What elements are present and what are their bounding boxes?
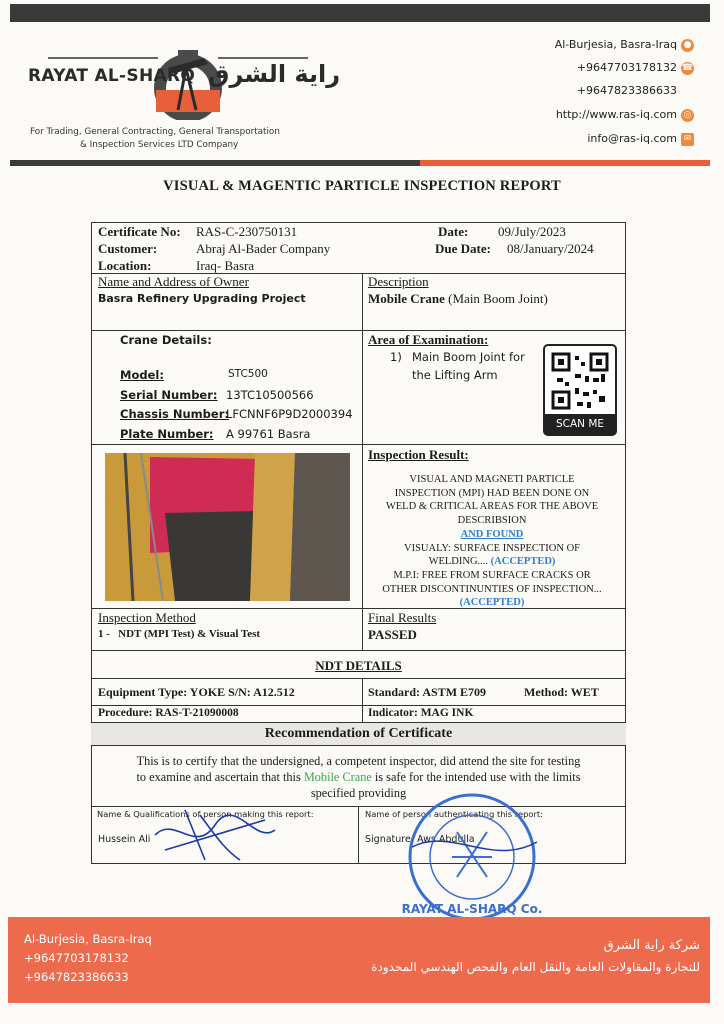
crane-chassis-number: LFCNNF6P9D2000394 [226, 407, 353, 421]
recommendation-text: This is to certify that the undersigned, a competent inspector, did attend the site for testing to examine and ascertain that this Mobile Crane is safe for the intended use with the limits specified providing [136, 754, 581, 800]
accepted-status: (ACCEPTED) [459, 597, 525, 609]
qr-code[interactable] [543, 344, 617, 436]
mobile-crane-highlight: Mobile Crane [303, 770, 372, 784]
inspection-result-text: VISUAL AND MAGNETI PARTICLE INSPECTION (MPI) HAD BEEN DONE ON WELD & CRITICAL AREAS FOR THE ABOVE DESCRIBSION AND FOUND VISUALY: SURFACE INSPECTION OF WELDING.... (ACCEPTED) M.P.I: FREE FROM SURFACE CRACKS OR OTHER DISCONTINUNTIES OF INSPECTION... (ACCEPTED) [368, 473, 616, 610]
row-divider [91, 444, 626, 445]
column-divider [362, 678, 363, 722]
ndt-details-heading: NDT DETAILS [315, 658, 402, 673]
owner-value: Basra Refinery Upgrading Project [98, 292, 306, 305]
inspector-signature-icon [145, 805, 285, 865]
crane-serial-number: 13TC10500566 [226, 388, 314, 402]
location-pin-icon: ● [681, 39, 694, 52]
and-found-link: AND FOUND [460, 528, 524, 540]
inspection-photo [105, 453, 350, 601]
inspection-method-value: 1 - NDT (MPI Test) & Visual Test [98, 628, 261, 640]
crane-details-heading: Crane Details: [120, 333, 212, 347]
certificate-number: RAS-C-230750131 [196, 224, 298, 239]
footer-phone-2: +9647823386633 [24, 970, 129, 984]
company-stamp-icon [402, 787, 542, 927]
tagline-line-1: For Trading, General Contracting, General Transportation [30, 127, 280, 137]
crane-details: Crane Details: Model: STC500 Serial Number: 13TC10500566 Chassis Number: LFCNNF6P9D2000394 Plate Number: A 99761 Basra [120, 333, 353, 441]
envelope-icon: ✉ [681, 133, 694, 146]
owner-label: Name and Address of Owner [98, 274, 249, 289]
phone-icon: ☎ [681, 62, 694, 73]
description-value: Mobile Crane (Main Boom Joint) [368, 291, 548, 306]
inspector-label: Name & Qualifications of person making this report: [97, 809, 314, 819]
recommendation-heading: Recommendation of Certificate [264, 726, 453, 741]
standard-value: Standard: ASTM E709 [368, 685, 487, 699]
contact-email[interactable]: info@ras-iq.com ✉ [587, 132, 694, 146]
footer-tagline-ar: للتجارة والمقاولات العامة والنقل العام والفحص الهندسي المحدودة [371, 960, 700, 974]
indicator-value: Indicator: MAG INK [368, 707, 474, 719]
inspector-name: Hussein Ali [98, 834, 151, 845]
footer-address: Al-Burjesia, Basra-Iraq [24, 932, 152, 946]
authenticator-label: Name of person authenticating this report: [365, 809, 543, 819]
stamp-text: RAYAT AL-SHARQ Co. [402, 902, 542, 916]
accepted-status: (ACCEPTED) [490, 556, 556, 568]
area-heading: Area of Examination: [368, 332, 489, 347]
authenticator-signature: Signature: Aws Abdulla [365, 834, 475, 845]
header-divider-accent [420, 160, 710, 166]
description-label: Description [368, 274, 429, 289]
inspection-result-heading: Inspection Result: [368, 447, 469, 462]
top-bar [10, 4, 710, 22]
globe-icon: ◎ [681, 109, 694, 122]
contact-phone-1: +9647703178132 ☎ [576, 61, 694, 74]
company-name-ar: راية الشرق [208, 60, 341, 88]
tagline-line-2: & Inspection Services LTD Company [80, 140, 239, 150]
scan-me-label: SCAN ME [545, 414, 615, 434]
report-date: 09/July/2023 [498, 224, 566, 239]
report-title: VISUAL & MAGENTIC PARTICLE INSPECTION REPORT [163, 178, 561, 194]
column-divider [358, 806, 359, 864]
crane-model: STC500 [228, 368, 268, 380]
company-name-en: RAYAT AL-SHARQ [28, 66, 196, 86]
contact-phone-2: +9647823386633 [576, 84, 677, 97]
row-divider [91, 678, 626, 679]
row-divider [91, 330, 626, 331]
crane-boom-photo-icon [105, 453, 350, 601]
final-results-label: Final Results [368, 610, 437, 625]
final-results-value: PASSED [368, 627, 417, 642]
contact-address: Al-Burjesia, Basra-Iraq ● [555, 38, 694, 52]
location-value: Iraq- Basra [196, 258, 255, 273]
row-divider [91, 705, 626, 706]
row-divider [91, 650, 626, 651]
footer-company-ar: شركة راية الشرق [603, 938, 700, 953]
equipment-type: Equipment Type: YOKE S/N: A12.512 [98, 685, 295, 699]
contact-website[interactable]: http://www.ras-iq.com ◎ [556, 108, 694, 122]
qr-code-icon [545, 348, 615, 414]
crane-plate-number: A 99761 Basra [226, 427, 311, 441]
due-date: 08/January/2024 [507, 241, 594, 256]
method-value: Method: WET [524, 685, 599, 699]
customer-name: Abraj Al-Bader Company [196, 241, 331, 256]
footer-phone-1: +9647703178132 [24, 951, 129, 965]
procedure-value: Procedure: RAS-T-21090008 [98, 707, 239, 719]
inspection-method-label: Inspection Method [98, 610, 196, 625]
